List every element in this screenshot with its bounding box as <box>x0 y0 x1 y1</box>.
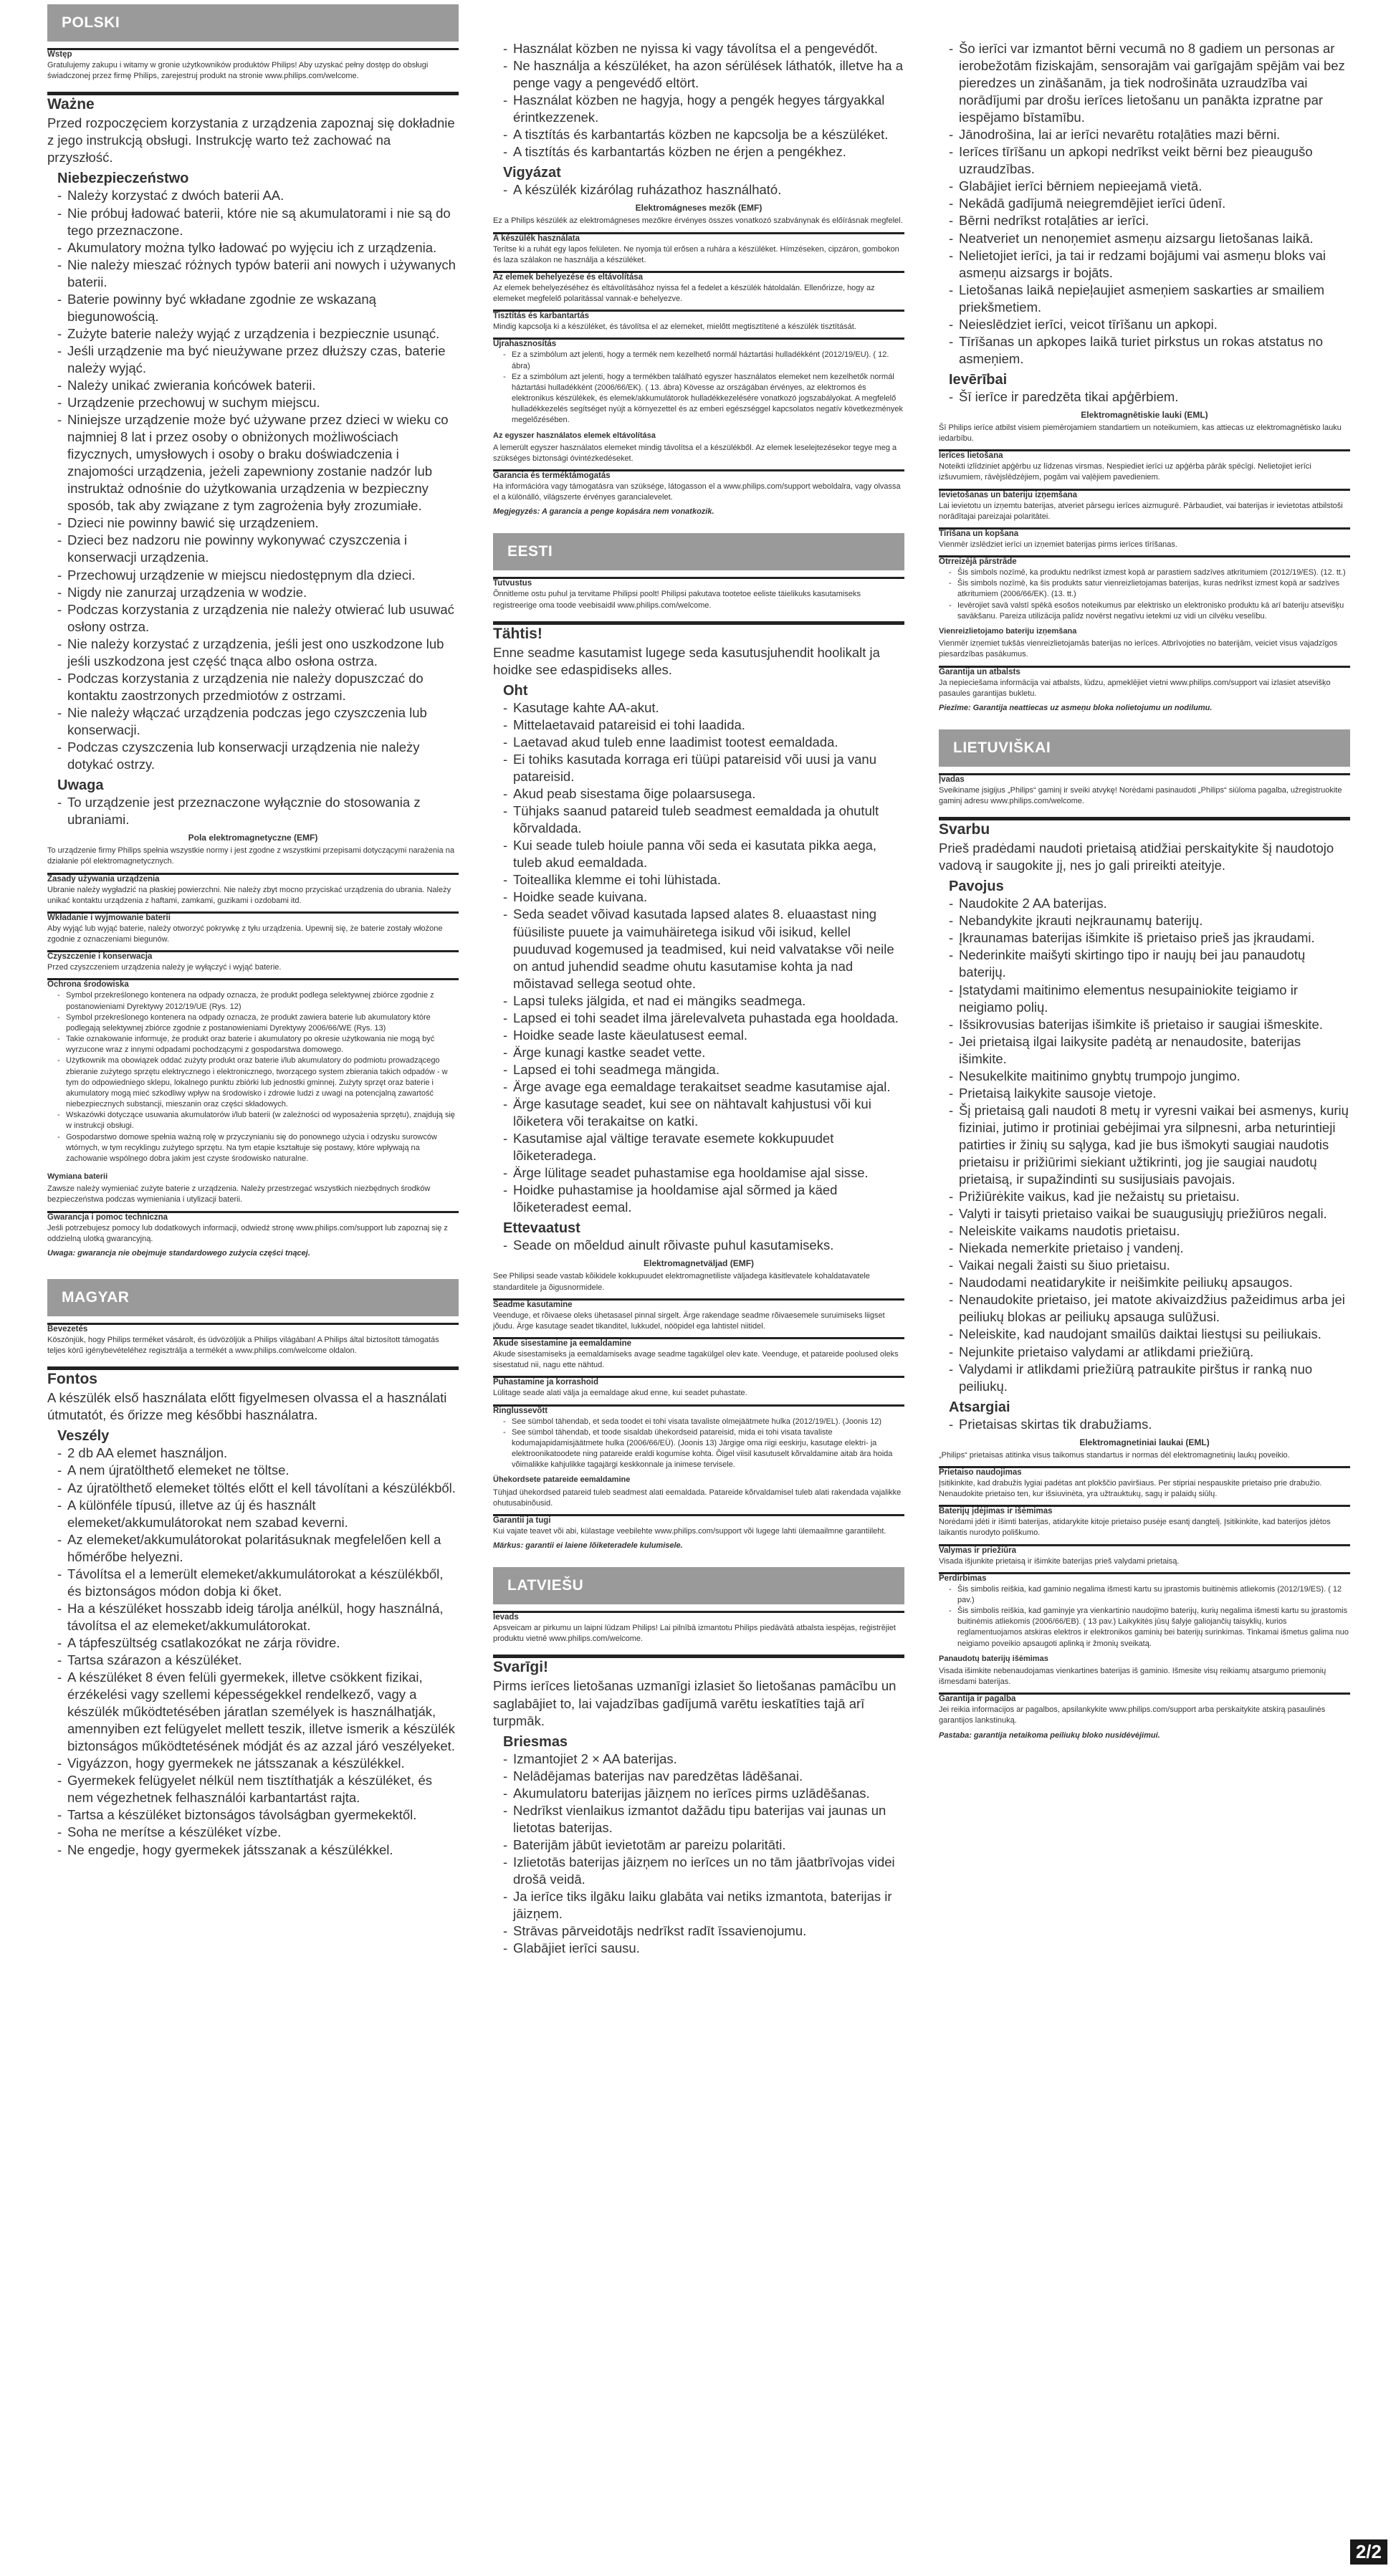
list-item: - Ärge kunagi kastke seadet vette. <box>503 1044 904 1061</box>
caution-list-lt <box>939 1416 1350 1433</box>
list-item: - Należy unikać zwierania końcówek baterii. <box>57 377 459 394</box>
heading-caution-hu: Vigyázat <box>503 165 561 181</box>
text-battery-lv: Lai ievietotu un izņemtu baterijas, atveriet pārsegu ierīces aizmugurē. Pārbaudiet, vai baterijas ir ievietotas atbilstoši norādītajai pareizajai polaritātei. <box>939 501 1343 521</box>
heading-use-et: Seadme kasutamine <box>493 1301 904 1309</box>
heading-wstep: Wstęp <box>47 50 459 59</box>
heading-emf-lv: Elektromagnētiskie lauki (EML) <box>1081 409 1208 420</box>
danger-list-hu-cont <box>493 40 904 161</box>
list-item: - Podczas czyszczenia lub konserwacji urządzenia nie należy dotykać ostrzy. <box>57 739 459 773</box>
list-item: - Akud peab sisestama õige polaarsusega. <box>503 785 904 803</box>
heading-removal-et: Ühekordsete patareide eemaldamine <box>493 1475 631 1485</box>
list-item: - Akumulatory można tylko ładować po wyjęciu ich z urządzenia. <box>57 239 459 257</box>
list-item: - Soha ne merítse a készüléket vízbe. <box>57 1824 459 1841</box>
heading-caution-lt: Atsargiai <box>949 1399 1010 1415</box>
list-item: - Nekādā gadījumā neiegremdējiet ierīci ūdenī. <box>949 195 1350 212</box>
list-item: - A tápfeszültség csatlakozókat ne zárja rövidre. <box>57 1634 459 1652</box>
list-item: - Neleiskite, kad naudojant smailūs daiktai liestųsi su peiliukais. <box>949 1326 1350 1343</box>
heading-emf-pl: Pola elektromagnetyczne (EMF) <box>188 833 318 843</box>
heading-emf-lt: Elektromagnetiniai laukai (EML) <box>1079 1437 1210 1447</box>
heading-env-pl: Ochrona środowiska <box>47 980 459 989</box>
text-clean-pl: Przed czyszczeniem urządzenia należy je wyłączyć i wyjąć baterie. <box>47 963 282 972</box>
list-item: - Takie oznakowanie informuje, że produkt oraz baterie i akumulatory po okresie użytkowania nie mogą być wyrzucone wraz z innymi odpadami pochodzącymi z gospodarstwa domowego. <box>57 1034 459 1055</box>
list-item: - Gospodarstwo domowe spełnia ważną rolę w przyczynianiu się do ponownego użycia i odzysku surowców wtórnych, w tym recyklingu zużytego sprzętu. Na tym etapie kształtuje się postawy, które wpływają na zachowanie wspólnego dobra jakim jest czyste środowisko naturalne. <box>57 1132 459 1165</box>
list-item: - Kasutage kahte AA-akut. <box>503 699 904 717</box>
heading-recycle-hu: Újrahasznosítás <box>493 340 904 348</box>
list-item: - A készüléket 8 éven felüli gyermekek, illetve csökkent fizikai, érzékelési vagy szellemi képességekkel rendelkező, vagy a készülék működtetésében járatlan személyek is használhatják, amennyiben ezt felügyelet mellett teszik, illetve ismerik a készülék biztonságos működtetésének módját és az azzal járó veszélyeket. <box>57 1669 459 1755</box>
text-battery-hu: Az elemek behelyezéséhez és eltávolításához nyissa fel a fedelet a készülék hátoldalán. Ellenőrizze, hogy az elemeket megfelelő polaritással vannak-e behelyezve. <box>493 283 875 304</box>
heading-clean-hu: Tisztítás és karbantartás <box>493 312 904 320</box>
list-item: - See sümbol tähendab, et toode sisaldab ühekordseid patareisid, mida ei tohi visata tavaliste kodumajapidamisjäätmete hulka (2006/66/EÜ). (Joonis 13) Järgige oma riigi eeskirju, kasutage elektri- ja elektroonikatoodete ning patareide eraldi kogumise kohta. Õigel viisil kasutuselt kõrvaldamine aitab ära hoida võimalikke kahjulikke tagajärgi keskkonnale ja inimese tervisele. <box>503 1427 904 1471</box>
text-removal-lt: Visada išimkite nebenaudojamas vienkartines baterijas iš gaminio. Išmesite visų reikiamų atsargumo priemonių išmesdami baterijas. <box>939 1666 1326 1687</box>
list-item: - Ne használja a készüléket, ha azon sérülések láthatók, illetve ha a penge vagy a pengevédő eltört. <box>503 57 904 92</box>
list-item: - Lapsed ei tohi seadmega mängida. <box>503 1061 904 1078</box>
list-item: - Seda seadet võivad kasutada lapsed alates 8. eluaastast ning füüsiliste puuete ja vaimuhäiretega isikud või isikud, kellel puuduvad kogemused ja teadmised, kui neid valvatakse või neile on antud juhendid seadme ohutu kasutamise kohta ja nad mõistavad sellega seotud ohte. <box>503 906 904 992</box>
list-item: - Valydami ir atlikdami priežiūrą patraukite pirštus ir ranką nuo peiliukų. <box>949 1361 1350 1395</box>
text-use-hu: Terítse ki a ruhát egy lapos felületen. Ne nyomja túl erősen a ruhára a készüléket. Hímzéseken, cipzáron, gombokon és laza szálakon ne használja a készüléket. <box>493 244 899 264</box>
list-item: - Nejunkite prietaiso valydami ar atlikdami priežiūrą. <box>949 1344 1350 1361</box>
caution-list-lv <box>939 388 1350 406</box>
list-item: - Baterijām jābūt ievietotām ar pareizu polaritāti. <box>503 1837 904 1854</box>
text-important-hu: A készülék első használata előtt figyelmesen olvassa el a használati útmutatót, és őrizze meg későbbi használatra. <box>47 1390 447 1423</box>
list-item: - Laetavad akud tuleb enne laadimist tootest eemaldada. <box>503 734 904 751</box>
danger-list-pl <box>47 187 459 773</box>
list-item: - Przechowuj urządzenie w miejscu niedostępnym dla dzieci. <box>57 567 459 584</box>
list-item: - Prižiūrėkite vaikus, kad jie nežaistų su prietaisu. <box>949 1188 1350 1205</box>
text-clean-lv: Vienmēr izslēdziet ierīci un izņemiet baterijas pirms ierīces tīrīšanas. <box>939 540 1177 549</box>
list-item: - Nelietojiet ierīci, ja tai ir redzami bojājumi vai asmeņu bloks vai asmeņu aizsargs ir bojāts. <box>949 247 1350 282</box>
heading-emf-et: Elektromagnetväljad (EMF) <box>643 1258 755 1269</box>
list-item: - A tisztítás és karbantartás közben ne érjen a pengékhez. <box>503 143 904 161</box>
recycle-list-lt <box>939 1584 1350 1649</box>
list-item: - Naudodami neatidarykite ir neišimkite peiliukų apsaugos. <box>949 1274 1350 1291</box>
list-item: - Nedrīkst vienlaikus izmantot dažādu tipu baterijas vai jaunas un lietotas baterijas. <box>503 1802 904 1837</box>
list-item: - Ievērojiet savā valstī spēkā esošos noteikumus par elektrisko un elektronisko produktu kā arī bateriju atsevišķu savākšanu. Pareiza utilizācija palīdz novērst negatīvu ietekmi uz vidi un cilvēku veselību. <box>949 600 1350 622</box>
list-item: - Zużyte baterie należy wyjąć z urządzenia i bezpiecznie usunąć. <box>57 325 459 343</box>
note-et: Märkus: garantii ei laiene lõiketeradele kulumisele. <box>493 1541 683 1551</box>
heading-recycle-lv: Otrreizējā pārstrāde <box>939 557 1350 566</box>
text-emf-pl: To urządzenie firmy Philips spełnia wszystkie normy i jest zgodne z wszystkimi przepisami dotyczącymi narażenia na działanie pól elektromagnetycznych. <box>47 846 454 866</box>
text-battery-et: Akude sisestamiseks ja eemaldamiseks avage seadme tagakülgel olev kate. Veenduge, et patareide poolused oleks sisestatud nii, nagu ette nähtud. <box>493 1350 899 1370</box>
heading-danger-lv: Briesmas <box>503 1733 568 1750</box>
text-important-lt: Prieš pradėdami naudoti prietaisą atidžiai perskaitykite šį naudotojo vadovą ir saugokite jį, nes jo gali prireikti ateityje. <box>939 841 1334 873</box>
note-hu: Megjegyzés: A garancia a penge kopására nem vonatkozik. <box>493 507 714 517</box>
list-item: - Prietaisas skirtas tik drabužiams. <box>949 1416 1350 1433</box>
section-header-polski: POLSKI <box>47 4 459 42</box>
list-item: - Nederinkite maišyti skirtingo tipo ir naujų bei jau panaudotų baterijų. <box>949 947 1350 981</box>
list-item: - Użytkownik ma obowiązek oddać zużyty produkt oraz baterie i/lub akumulatory do podmiotu prowadzącego zbieranie zużytego sprzętu elektrycznego i elektronicznego, tworzącego system zbierania takich odpadów - w tym do odpowiedniego sklepu, lokalnego punktu zbiórki lub jednostki gminnej. Zużyty sprzęt oraz baterie i akumulatory mogą mieć szkodliwy wpływ na środowisko i zdrowie ludzi z uwagi na potencjalną zawartość niebezpiecznych substancji, mieszanin oraz części składowych. <box>57 1055 459 1110</box>
text-removal-et: Tühjad ühekordsed patareid tuleb seadmest alati eemaldada. Patareide kõrvaldamisel tuleb alati rakendada vajalikke ohutusabinõusid. <box>493 1488 902 1508</box>
list-item: - Seade on mõeldud ainult rõivaste puhul kasutamiseks. <box>503 1237 904 1254</box>
list-item: - Tühjaks saanud patareid tuleb seadmest eemaldada ja ohutult kõrvaldada. <box>503 803 904 837</box>
heading-important-lv: Svarīgi! <box>493 1657 904 1676</box>
text-use-lv: Noteikti izlīdziniet apģērbu uz līdzenas virsmas. Nespiediet ierīci uz apģērba pārāk spēcīgi. Nelietojiet ierīci izšuvumiem, rāvējslēdzējiem, pogām vai vaļējiem pavedieniem. <box>939 462 1311 482</box>
caution-list-hu <box>493 181 904 198</box>
text-intro-lv: Apsveicam ar pirkumu un laipni lūdzam Philips! Lai pilnībā izmantotu Philips piedāvātā atbalsta iespējas, reģistrējiet produktu vietnē www.philips.com/welcome. <box>493 1624 896 1644</box>
list-item: - Tartsa a készüléket biztonságos távolságban gyermekektől. <box>57 1806 459 1824</box>
list-item: - Ierīces tīrīšanu un apkopi nedrīkst veikt bērni bez pieaugušo uzraudzības. <box>949 143 1350 178</box>
list-item: - Izmantojiet 2 × AA baterijas. <box>503 1751 904 1768</box>
heading-caution-lv: Ievērībai <box>949 371 1008 388</box>
heading-important-et: Tähtis! <box>493 624 904 643</box>
list-item: - Toiteallika klemme ei tohi lühistada. <box>503 871 904 889</box>
text-use-lt: Įsitikinkite, kad drabužis lygiai padėtas ant plokščio paviršiaus. Per stipriai nespauskite prietaiso prie drabužio. Nenaudokite prietaiso ten, kur išsiuvinėta, yra užtrauktukų, sagų ir palaidų siūlų. <box>939 1478 1322 1499</box>
list-item: - Dzieci nie powinny bawić się urządzeniem. <box>57 514 459 532</box>
list-item: - Izlietotās baterijas jāizņem no ierīces un no tām jāatbrīvojas videi drošā veidā. <box>503 1854 904 1888</box>
list-item: - Šis simbols nozīmē, ka produktu nedrīkst izmest kopā ar parastiem sadzīves atkritumiem (2012/19/ES). (12. tt.) <box>949 568 1350 578</box>
list-item: - Šī ierīce ir paredzēta tikai apģērbiem. <box>949 388 1350 406</box>
list-item: - Ne engedje, hogy gyermekek játsszanak a készülékkel. <box>57 1842 459 1859</box>
list-item: - Kui seade tuleb hoiule panna või seda ei kasutata pikka aega, tuleb akud eemaldada. <box>503 837 904 871</box>
section-header-lietuviskai: LIETUVIŠKAI <box>939 729 1350 767</box>
text-battery-lt: Norėdami įdėti ir išimti baterijas, atidarykite kitoje prietaiso pusėje esantį dangtelį. Įsitikinkite, kad baterijos įdėtos laikantis nurodyto poliškumo. <box>939 1518 1331 1538</box>
caution-list-et <box>493 1237 904 1254</box>
section-header-latviesu: LATVIEŠU <box>493 1567 904 1604</box>
heading-warranty-pl: Gwarancja i pomoc techniczna <box>47 1213 459 1222</box>
heading-caution-pl: Uwaga <box>57 777 104 794</box>
note-lv: Piezīme: Garantija neattiecas uz asmeņu bloka nolietojumu un nodilumu. <box>939 703 1213 712</box>
list-item: - A nem újratölthető elemeket ne töltse. <box>57 1462 459 1479</box>
list-item: - Baterie powinny być wkładane zgodnie ze wskazaną biegunowością. <box>57 291 459 325</box>
recycle-list-hu <box>493 350 904 426</box>
list-item: - Symbol przekreślonego kontenera na odpady oznacza, że produkt podlega selektywnej zbiórce zgodnie z postanowieniami Dyrektywy 2012/19/UE (Rys. 12) <box>57 990 459 1012</box>
list-item: - Ha a készüléket hosszabb ideig tárolja anélkül, hogy használná, távolítsa el az elemeket/akkumulátorokat. <box>57 1600 459 1634</box>
text-intro-lt: Sveikiname įsigijus „Philips“ gaminį ir sveiki atvykę! Norėdami pasinaudoti „Philips“ siūloma pagalba, užregistruokite gaminį adresu www.philips.com/welcome. <box>939 785 1342 806</box>
heading-removal-lt: Panaudotų baterijų išėmimas <box>939 1654 1048 1663</box>
heading-clean-pl: Czyszczenie i konserwacja <box>47 952 459 961</box>
list-item: - Należy korzystać z dwóch baterii AA. <box>57 187 459 204</box>
heading-battery-lv: Ievietošanas un bateriju izņemšana <box>939 491 1350 499</box>
note-lt: Pastaba: garantija netaikoma peiliukų bloko nusidėvėjimui. <box>939 1730 1160 1740</box>
heading-recycle-et: Ringlussevõtt <box>493 1407 904 1415</box>
list-item: - Jeśli urządzenie ma być nieużywane przez dłuższy czas, baterie należy wyjąć. <box>57 343 459 377</box>
list-item: - Urządzenie przechowuj w suchym miejscu. <box>57 394 459 411</box>
list-item: - Hoidke seade laste käeulatusest eemal. <box>503 1027 904 1044</box>
list-item: - Az elemeket/akkumulátorokat polaritásuknak megfelelően kell a hőmérőbe helyezni. <box>57 1531 459 1566</box>
list-item: - Valyti ir taisyti prietaiso vaikai be suaugusiųjų priežiūros negali. <box>949 1205 1350 1222</box>
list-item: - Akumulatoru baterijas jāizņem no ierīces pirms uzlādēšanas. <box>503 1785 904 1802</box>
heading-warranty-lv: Garantija un atbalsts <box>939 668 1350 676</box>
list-item: - Podczas korzystania z urządzenia nie należy dopuszczać do kontaktu zaostrzonych przedmiotów z ostrzami. <box>57 670 459 704</box>
list-item: - Az újratölthető elemeket töltés előtt el kell távolítani a készülékből. <box>57 1480 459 1497</box>
heading-battery-hu: Az elemek behelyezése és eltávolítása <box>493 273 904 282</box>
text-intro-hu: Köszönjük, hogy Philips terméket vásárolt, és üdvözöljük a Philips világában! A Philips által biztosított támogatás teljes körű igénybevételéhez regisztrálja a termékét a www.philips.com/welcome oldalon. <box>47 1335 439 1356</box>
list-item: - Neieslēdziet ierīci, veicot tīrīšanu un apkopi. <box>949 316 1350 333</box>
text-warranty-lv: Ja nepieciešama informācija vai atbalsts, lūdzu, apmeklējiet vietni www.philips.com/support vai izlasiet atsevišķo pasaules garantijas bukletu. <box>939 678 1331 698</box>
text-warranty-et: Kui vajate teavet või abi, külastage veebilehte www.philips.com/support või lugege lahti ülemaailmne garantiileht. <box>493 1526 886 1536</box>
list-item: - Nesukelkite maitinimo gnybtų trumpojo jungimo. <box>949 1068 1350 1085</box>
list-item: - Kasutamise ajal vältige teravate esemete kokkupuudet lõiketeradega. <box>503 1130 904 1164</box>
text-clean-lt: Visada išjunkite prietaisą ir išimkite baterijas prieš valydami prietaisą. <box>939 1556 1180 1566</box>
danger-list-lv-cont <box>939 40 1350 368</box>
env-list-pl <box>47 990 459 1164</box>
list-item: - Nie należy korzystać z urządzenia, jeśli jest ono uszkodzone lub jeśli uszkodzona jest część tnąca albo osłona ostrza. <box>57 636 459 670</box>
list-item: - Lapsi tuleks jälgida, et nad ei mängiks seadmega. <box>503 992 904 1010</box>
list-item: - Nie należy mieszać różnych typów baterii ani nowych i używanych baterii. <box>57 257 459 291</box>
heading-clean-lv: Tīrīšana un kopšana <box>939 530 1350 538</box>
text-removal-lv: Vienmēr izņemiet tukšās vienreizlietojamās baterijas no ierīces. Atbrīvojoties no baterijām, veiciet visus vajadzīgos piesardzības pasākumus. <box>939 639 1338 659</box>
text-use-pl: Ubranie należy wygładzić na płaskiej powierzchni. Nie należy zbyt mocno przyciskać urządzenia do ubrania. Należy unikać kontaktu urządzenia z haftami, zamkami, guzikami i ozdobami itd. <box>47 885 451 905</box>
text-battery-pl: Aby wyjąć lub wyjąć baterie, należy otworzyć pokrywkę z tyłu urządzenia. Upewnij się, że baterie zostały włożone zgodnie z oznaczeniami biegunów. <box>47 924 443 944</box>
list-item: - Nigdy nie zanurzaj urządzenia w wodzie. <box>57 584 459 601</box>
text-emf-et: See Philipsi seade vastab kõikidele kokkupuudet elektromagnetiliste väljadega käsitlevatele kohaldatavatele standarditele ja õigusnormidele. <box>493 1272 870 1292</box>
column-3 <box>939 0 1350 1740</box>
list-item: - Ez a szimbólum azt jelenti, hogy a termék nem kezelhető normál háztartási hulladékként (2012/19/EU). ( 12. ábra) <box>503 350 904 371</box>
list-item: - Šis simbolis reiškia, kad gaminio negalima išmesti kartu su įprastomis buitinėmis atliekomis (2012/19/ES). ( 12 pav.) <box>949 1584 1350 1606</box>
heading-intro-lt: Įvadas <box>939 775 1350 784</box>
text-emf-hu: Ez a Philips készülék az elektromágneses mezőkre érvényes összes vonatkozó szabványnak és előírásnak megfelel. <box>493 216 903 226</box>
text-wazne: Przed rozpoczęciem korzystania z urządzenia zapoznaj się dokładnie z jego instrukcją obsługi. Instrukcję warto też zachować na przyszłość. <box>47 115 455 166</box>
list-item: - A különféle típusú, illetve az új és használt elemeket/akkumulátorokat nem szabad keverni. <box>57 1497 459 1531</box>
list-item: - Lietošanas laikā nepieļaujiet asmeņiem saskarties ar smailiem priekšmetiem. <box>949 282 1350 316</box>
list-item: - A készülék kizárólag ruházathoz használható. <box>503 181 904 198</box>
text-important-et: Enne seadme kasutamist lugege seda kasutusjuhendit hoolikalt ja hoidke see edaspidiseks alles. <box>493 644 880 677</box>
heading-important-hu: Fontos <box>47 1369 459 1388</box>
list-item: - See sümbol tähendab, et seda toodet ei tohi visata tavaliste olmejäätmete hulka (2012/19/EL). (Joonis 12) <box>503 1417 904 1427</box>
heading-battery-lt: Baterijų įdėjimas ir išėmimas <box>939 1507 1350 1516</box>
list-item: - Tartsa szárazon a készüléket. <box>57 1652 459 1669</box>
heading-intro-et: Tutvustus <box>493 579 904 588</box>
list-item: - To urządzenie jest przeznaczone wyłącznie do stosowania z ubraniami. <box>57 794 459 828</box>
text-intro-et: Õnnitleme ostu puhul ja tervitame Philipsi poolt! Philipsi pakutava tootetoe eeliste täielikuks kasutamiseks registreerige oma toode veebisaidil www.philips.com/welcome. <box>493 590 861 610</box>
page-number: 2/2 <box>1350 2539 1387 2565</box>
list-item: - Nenaudokite prietaiso, jei matote akivaizdžius pažeidimus arba jei peiliukų blokas ar peiliukų apsauga sulūžusi. <box>949 1291 1350 1326</box>
heading-caution-et: Ettevaatust <box>503 1220 580 1237</box>
list-item: - Nelādējamas baterijas nav paredzētas lādēšanai. <box>503 1768 904 1785</box>
list-item: - Távolítsa el a lemerült elemeket/akkumulátorokat a készülékből, és biztonságos módon dobja ki őket. <box>57 1566 459 1600</box>
text-use-et: Veenduge, et rõivaese oleks ühetasasel pinnal sirgelt. Ärge rakendage seadme rõivaesemele suruimiseks liigset jõudu. Ärge kasutage seadet tikanditel, lukkudel, nööpidel ega lahtistel niitidel. <box>493 1311 885 1331</box>
heading-warranty-et: Garantii ja tugi <box>493 1516 904 1525</box>
list-item: - Niniejsze urządzenie może być używane przez dzieci w wieku co najmniej 8 lat i przez osoby o obniżonych możliwościach fizycznych, umysłowych i osoby o braku doświadczenia i znajomości urządzenia, jeżeli zapewniony zostanie nadzór lub instruktaż odnośnie do użytkowania urządzenia w bezpieczny sposób, tak aby związane z tym zagrożenia były zrozumiałe. <box>57 411 459 514</box>
list-item: - Išsikrovusias baterijas išimkite iš prietaiso ir saugiai išmeskite. <box>949 1016 1350 1033</box>
heading-important-lt: Svarbu <box>939 820 1350 838</box>
list-item: - Hoidke seade kuivana. <box>503 889 904 906</box>
heading-warranty-hu: Garancia és terméktámogatás <box>493 471 904 480</box>
list-item: - Ärge lülitage seadet puhastamise ega hooldamise ajal sisse. <box>503 1164 904 1182</box>
list-item: - Vaikai negali žaisti su šiuo prietaisu. <box>949 1257 1350 1274</box>
heading-recycle-lt: Perdirbimas <box>939 1574 1350 1583</box>
list-item: - Lapsed ei tohi seadet ilma järelevalveta puhastada ega hooldada. <box>503 1010 904 1027</box>
heading-intro-hu: Bevezetés <box>47 1325 459 1334</box>
heading-warranty-lt: Garantija ir pagalba <box>939 1695 1350 1703</box>
text-replace-pl: Zawsze należy wymieniać zużyte baterie z urządzenia. Należy przestrzegać wszystkich niezbędnych środków bezpieczeństwa podczas wymieniania i utylizacji baterii. <box>47 1184 431 1205</box>
danger-list-lt <box>939 895 1350 1394</box>
danger-list-lv <box>493 1751 904 1958</box>
recycle-list-et <box>493 1417 904 1471</box>
heading-clean-lt: Valymas ir priežiūra <box>939 1546 1350 1555</box>
list-item: - Ja ierīce tiks ilgāku laiku glabāta vai netiks izmantota, baterijas ir jāizņem. <box>503 1888 904 1923</box>
section-header-eesti: EESTI <box>493 533 904 570</box>
list-item: - Mittelaetavaid patareisid ei tohi laadida. <box>503 717 904 734</box>
recycle-list-lv <box>939 568 1350 622</box>
list-item: - Glabājiet ierīci bērniem nepieejamā vietā. <box>949 178 1350 195</box>
section-header-magyar: MAGYAR <box>47 1279 459 1316</box>
list-item: - Įkraunamas baterijas išimkite iš prietaiso prieš jas įkraudami. <box>949 929 1350 947</box>
list-item: - Ärge avage ega eemaldage terakaitset seadme kasutamise ajal. <box>503 1078 904 1096</box>
list-item: - Ez a szimbólum azt jelenti, hogy a termékben található egyszer használatos elemeket nem kezelhetők normál háztartási hulladékként (2006/66/EK). ( 13. ábra) Kövesse az országában érvényes, az elektromos és elektronikus készülékek, és elemek/akkumulátorok hulladékkezelésére vonatkozó jogszabályokat. A megfelelő hulladékkezelés segítséget nyújt a környezettel és az emberi egészséggel kapcsolatos negatív következmények megelőzésében. <box>503 372 904 426</box>
list-item: - Naudokite 2 AA baterijas. <box>949 895 1350 912</box>
list-item: - Hoidke puhastamise ja hooldamise ajal sõrmed ja käed lõiketeradest eemal. <box>503 1182 904 1216</box>
list-item: - Ei tohiks kasutada korraga eri tüüpi patareisid või uusi ja vanu patareisid. <box>503 751 904 785</box>
caution-list-pl <box>47 794 459 828</box>
list-item: - Használat közben ne hagyja, hogy a pengék hegyes tárgyakkal érintkezzenek. <box>503 92 904 126</box>
heading-wazne: Ważne <box>47 95 459 113</box>
text-warranty-lt: Jei reikia informacijos ar pagalbos, apsilankykite www.philips.com/support arba perskaitykite atskirą pasaulinės garantijos lankstinuką. <box>939 1705 1326 1725</box>
list-item: - Ärge kasutage seadet, kui see on nähtavalt kahjustusi või kui lõiketera või terakaitse on katki. <box>503 1096 904 1130</box>
list-item: - Prietaisą laikykite sausoje vietoje. <box>949 1085 1350 1102</box>
list-item: - 2 db AA elemet használjon. <box>57 1445 459 1462</box>
list-item: - Neatveriet un nenoņemiet asmeņu aizsargu lietošanas laikā. <box>949 230 1350 247</box>
list-item: - Neleiskite vaikams naudotis prietaisu. <box>949 1222 1350 1240</box>
column-1 <box>47 0 459 1859</box>
heading-danger-pl: Niebezpieczeństwo <box>57 171 189 187</box>
text-warranty-hu: Ha információra vagy támogatásra van szüksége, látogasson el a www.philips.com/support weboldalra, vagy olvassa el a különálló, világszerte érvényes garancialevelet. <box>493 482 901 502</box>
list-item: - Jei prietaisą ilgai laikysite padėtą ar nenaudosite, baterijas išimkite. <box>949 1033 1350 1068</box>
heading-danger-lt: Pavojus <box>949 878 1004 895</box>
list-item: - Šis simbols nozīmē, ka šis produkts satur vienreizlietojamas baterijas, kuras nedrīkst izmest kopā ar sadzīves atkritumiem (2006/66/EK). (13. tt.) <box>949 578 1350 600</box>
note-pl: Uwaga: gwarancja nie obejmuje standardowego zużycia części tnącej. <box>47 1248 310 1258</box>
heading-use-hu: A készülék használata <box>493 234 904 243</box>
list-item: - Használat közben ne nyissa ki vagy távolítsa el a pengevédőt. <box>503 40 904 57</box>
list-item: - Šo ierīci var izmantot bērni vecumā no 8 gadiem un personas ar ierobežotām fiziskajām, sensorajām vai garīgajām spējām vai bez pieredzes un zināšanām, ja tiek nodrošināta uzraudzība vai norādījumi par drošu ierīces lietošanu un panākta izpratne par iespējamo bīstamību. <box>949 40 1350 126</box>
heading-use-lt: Prietaiso naudojimas <box>939 1468 1350 1477</box>
heading-danger-et: Oht <box>503 682 528 699</box>
text-wstep: Gratulujemy zakupu i witamy w gronie użytkowników produktów Philips! Aby uzyskać pełny dostęp do obsługi świadczonej przez firmę Philips, zarejestruj produkt na stronie www.philips.com/welcome. <box>47 61 429 81</box>
heading-battery-et: Akude sisestamine ja eemaldamine <box>493 1339 904 1348</box>
list-item: - Jānodrošina, lai ar ierīci nevarētu rotaļāties mazi bērni. <box>949 126 1350 143</box>
list-item: - Vigyázzon, hogy gyermekek ne játsszanak a készülékkel. <box>57 1755 459 1772</box>
list-item: - Įstatydami maitinimo elementus nesupainiokite teigiamo ir neigiamo polių. <box>949 982 1350 1016</box>
text-warranty-pl: Jeśli potrzebujesz pomocy lub dodatkowych informacji, odwiedź stronę www.philips.com/support lub zapoznaj się z oddzielną ulotką gwarancyjną. <box>47 1223 448 1243</box>
text-emf-lt: „Philips“ prietaisas atitinka visus taikomus standartus ir normas dėl elektromagnetinių laukų poveikio. <box>939 1450 1290 1460</box>
heading-battery-pl: Wkładanie i wyjmowanie baterii <box>47 914 459 922</box>
list-item: - Bērni nedrīkst rotaļāties ar ierīci. <box>949 212 1350 229</box>
list-item: - Glabājiet ierīci sausu. <box>503 1940 904 1957</box>
danger-list-hu <box>47 1445 459 1858</box>
list-item: - Gyermekek felügyelet nélkül nem tisztíthatják a készüléket, és nem végezhetnek felhasználói karbantartást rajta. <box>57 1772 459 1806</box>
heading-use-pl: Zasady używania urządzenia <box>47 875 459 884</box>
text-clean-et: Lülitage seade alati välja ja eemaldage akud enne, kui seadet puhastate. <box>493 1389 747 1398</box>
list-item: - Šis simbolis reiškia, kad gaminyje yra vienkartinio naudojimo baterijų, kurių negalima išmesti kartu su įprastomis buitinėmis atliekomis (2006/66/EB). ( 13 pav.) Laikykitės jūsų šalyje galiojančių taisyklių, kurios reglamentuojamos atskiras elektros ir elektronikos gaminių bei baterijų surinkimas. Tinkamai išmetus galima nuo neigiamo poveikio apsaugoti aplinką ir žmonių sveikatą. <box>949 1606 1350 1649</box>
heading-clean-et: Puhastamine ja korrashoid <box>493 1378 904 1387</box>
text-important-lv: Pirms ierīces lietošanas uzmanīgi izlasiet šo lietošanas pamācību un saglabājiet to, lai vajadzības gadījumā varētu ieskatīties tajā arī turpmāk. <box>493 1678 897 1728</box>
list-item: - Symbol przekreślonego kontenera na odpady oznacza, że produkt zawiera baterie lub akumulatory które podlegają selektywnej zbiórce zgodnie z postanowieniami Dyrektywy 2006/66/WE (Rys. 13) <box>57 1012 459 1034</box>
list-item: - Niekada nemerkite prietaiso į vandenį. <box>949 1240 1350 1257</box>
list-item: - Wskazówki dotyczące usuwania akumulatorów i/lub baterii (w zależności od wyposażenia sprzętu), znajdują się w instrukcji obsługi. <box>57 1110 459 1131</box>
list-item: - Nebandykite įkrauti neįkraunamų baterijų. <box>949 912 1350 929</box>
heading-intro-lv: Ievads <box>493 1613 904 1622</box>
heading-use-lv: Ierīces lietošana <box>939 451 1350 460</box>
heading-replace-pl: Wymiana baterii <box>47 1172 108 1182</box>
list-item: - Nie należy włączać urządzenia podczas jego czyszczenia lub konserwacji. <box>57 704 459 739</box>
list-item: - Nie próbuj ładować baterii, które nie są akumulatorami i nie są do tego przeznaczone. <box>57 205 459 239</box>
list-item: - A tisztítás és karbantartás közben ne kapcsolja be a készüléket. <box>503 126 904 143</box>
list-item: - Šį prietaisą gali naudoti 8 metų ir vyresni vaikai bei asmenys, kurių fiziniai, jutimo ir protiniai gebėjimai yra silpnesni, arba neturintieji patirties ir žinių su sąlyga, kad jie bus išmokyti saugiai naudotis prietaisu ir prižiūrimi siekiant užtikrinti, jog jie saugiai naudotų prietaisą, ir supažindinti su susijusiais pavojais. <box>949 1102 1350 1188</box>
list-item: - Strāvas pārveidotājs nedrīkst radīt īssavienojumu. <box>503 1923 904 1940</box>
list-item: - Dzieci bez nadzoru nie powinny wykonywać czyszczenia i konserwacji urządzenia. <box>57 532 459 566</box>
text-removal-hu: A lemerült egyszer használatos elemeket mindig távolítsa el a készülékből. Az elemek leselejtezésekor tegye meg a szükséges biztonsági óvintézkedéseket. <box>493 443 897 463</box>
column-2 <box>493 0 904 1957</box>
list-item: - Tīrīšanas un apkopes laikā turiet pirkstus un rokas atstatus no asmeņiem. <box>949 333 1350 368</box>
heading-removal-hu: Az egyszer használatos elemek eltávolítása <box>493 431 656 440</box>
text-emf-lv: Šī Philips ierīce atbilst visiem piemērojamiem standartiem un noteikumiem, kas attiecas uz elektromagnētisko lauku iedarbību. <box>939 423 1342 444</box>
text-clean-hu: Mindig kapcsolja ki a készüléket, és távolítsa el az elemeket, mielőtt megtisztítené a készülék tisztítását. <box>493 322 856 332</box>
heading-emf-hu: Elektromágneses mezők (EMF) <box>635 203 762 214</box>
danger-list-et <box>493 699 904 1216</box>
heading-removal-lv: Vienreizlietojamo bateriju izņemšana <box>939 627 1077 636</box>
list-item: - Podczas korzystania z urządzenia nie należy otwierać lub usuwać osłony ostrza. <box>57 601 459 636</box>
heading-danger-hu: Veszély <box>57 1428 110 1445</box>
